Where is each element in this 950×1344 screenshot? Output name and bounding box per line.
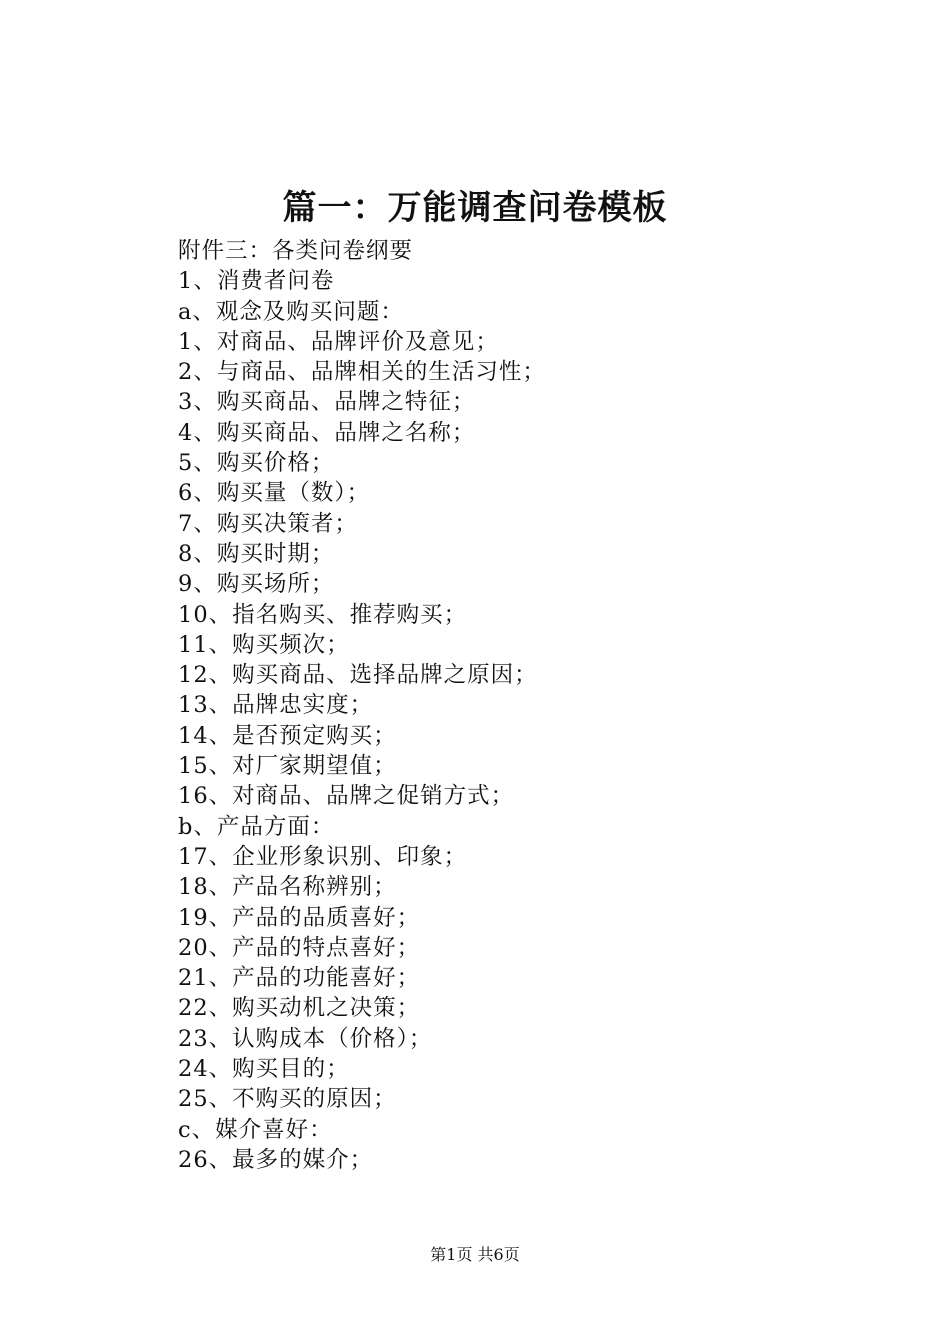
document-line: 13、品牌忠实度； <box>178 692 374 719</box>
document-line: 11、购买频次； <box>178 631 350 658</box>
document-line: 5、购买价格； <box>178 450 335 477</box>
document-line: 20、产品的特点喜好； <box>178 934 421 961</box>
document-line: 19、产品的品质喜好； <box>178 904 421 931</box>
document-line: c、媒介喜好： <box>178 1116 333 1143</box>
document-line: 1、消费者问卷 <box>178 268 335 295</box>
document-line: 8、购买时期； <box>178 540 335 567</box>
document-line: 25、不购买的原因； <box>178 1086 397 1113</box>
document-line: 15、对厂家期望值； <box>178 753 397 780</box>
document-line: 1、对商品、品牌评价及意见； <box>178 328 499 355</box>
document-body <box>178 236 878 1175</box>
document-line: 7、购买决策者； <box>178 510 358 537</box>
document-line: 12、购买商品、选择品牌之原因； <box>178 662 538 689</box>
document-line: 附件三：各类问卷纲要 <box>178 238 414 264</box>
page-footer: 第1页 共6页 <box>430 1245 520 1264</box>
document-line: 21、产品的功能喜好； <box>178 965 421 992</box>
document-line: 2、与商品、品牌相关的生活习性； <box>178 359 546 386</box>
document-line: 16、对商品、品牌之促销方式； <box>178 783 515 810</box>
document-line: 23、认购成本（价格）； <box>178 1025 433 1052</box>
document-line: 26、最多的媒介； <box>178 1146 374 1173</box>
document-line: 17、企业形象识别、印象； <box>178 843 468 870</box>
document-line: b、产品方面： <box>178 813 335 840</box>
document-line: 6、购买量（数）； <box>178 480 371 507</box>
document-line: 4、购买商品、品牌之名称； <box>178 419 476 446</box>
document-line: 24、购买目的； <box>178 1056 350 1083</box>
document-line: 18、产品名称辨别； <box>178 874 397 901</box>
document-title: 篇一：万能调查问卷模板 <box>282 188 668 228</box>
document-line: 10、指名购买、推荐购买； <box>178 601 468 628</box>
document-line: a、观念及购买问题： <box>178 298 404 325</box>
document-line: 3、购买商品、品牌之特征； <box>178 389 476 416</box>
document-line: 14、是否预定购买； <box>178 722 397 749</box>
document-line: 9、购买场所； <box>178 571 335 598</box>
document-line: 22、购买动机之决策； <box>178 995 421 1022</box>
